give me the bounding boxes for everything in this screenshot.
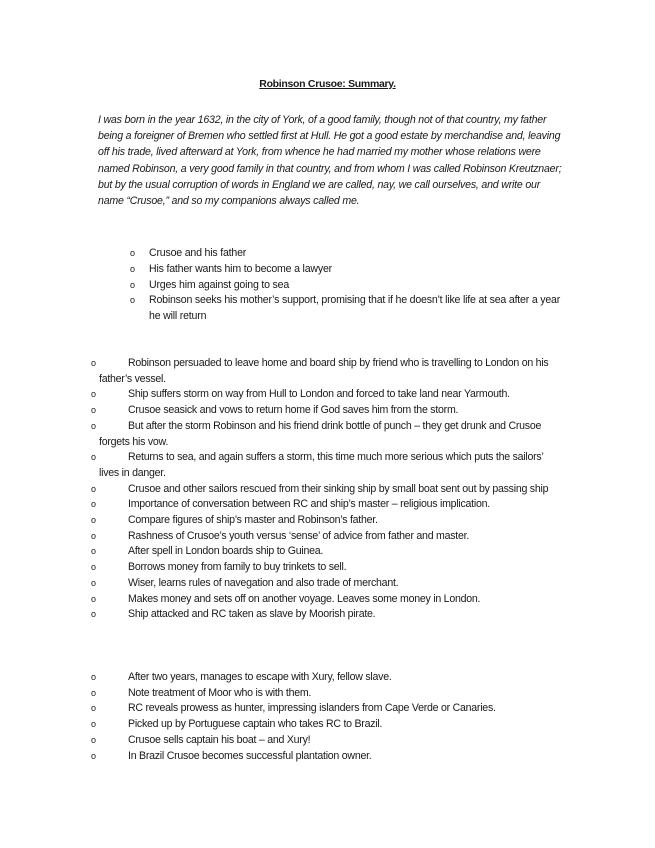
list-item-text: Crusoe and other sailors rescued from their sinking ship by small boat sent out by passing ship <box>128 482 549 495</box>
list-item-text: Importance of conversation between RC and ship’s master – religious implication. <box>128 498 490 511</box>
list-item-text: Ship suffers storm on way from Hull to London and forced to take land near Yarmouth. <box>128 388 510 401</box>
list-item-text: Crusoe sells captain his boat – and Xury! <box>128 733 311 746</box>
sub-list-item <box>130 246 570 262</box>
list-item <box>91 482 561 498</box>
bullet-circle-icon: o <box>91 420 96 431</box>
bullet-circle-icon: o <box>91 593 96 604</box>
page-title: Robinson Crusoe: Summary. <box>259 78 396 90</box>
list-item-text: Compare figures of ship’s master and Robinson’s father. <box>128 514 378 527</box>
list-item-text: Urges him against going to sea <box>149 278 290 291</box>
list-item-text: Note treatment of Moor who is with them. <box>128 686 312 699</box>
sub-bullet-list <box>130 246 570 325</box>
list-item <box>91 544 561 560</box>
list-item <box>91 686 561 702</box>
bullet-circle-icon: o <box>91 515 96 526</box>
list-item <box>91 403 561 419</box>
bullet-circle-icon: o <box>91 609 96 620</box>
list-item <box>91 733 561 749</box>
list-item-text: Returns to sea, and again suffers a storm, this time much more serious which puts the sailors’ lives in danger. <box>99 451 544 479</box>
sub-list-item <box>130 262 570 278</box>
list-item-text: Wiser, learns rules of navegation and also trade of merchant. <box>128 576 399 589</box>
list-item-text: Rashness of Crusoe’s youth versus ‘sense’ of advice from father and master. <box>128 529 470 542</box>
list-item <box>91 701 561 717</box>
list-item-text: Picked up by Portuguese captain who takes RC to Brazil. <box>128 718 383 731</box>
list-item <box>91 576 561 592</box>
list-item-text: Ship attacked and RC taken as slave by Moorish pirate. <box>128 608 376 621</box>
bullet-circle-icon: o <box>91 483 96 494</box>
list-item <box>91 607 561 623</box>
list-item <box>91 513 561 529</box>
list-item-text: Borrows money from family to buy trinkets to sell. <box>128 561 347 574</box>
list-item <box>91 749 561 765</box>
list-item-text: Makes money and sets off on another voyage. Leaves some money in London. <box>128 592 481 605</box>
bullet-circle-icon: o <box>130 263 135 274</box>
bullet-circle-icon: o <box>91 452 96 463</box>
list-item-text: RC reveals prowess as hunter, impressing islanders from Cape Verde or Canaries. <box>128 702 496 715</box>
bullet-circle-icon: o <box>91 719 96 730</box>
list-item <box>91 419 561 450</box>
list-item <box>91 497 561 513</box>
list-item <box>91 717 561 733</box>
bullet-circle-icon: o <box>91 672 96 682</box>
bullet-circle-icon: o <box>130 248 135 258</box>
list-item-text: But after the storm Robinson and his friend drink bottle of punch – they get drunk and Crusoe forgets his vow. <box>99 419 542 448</box>
bullet-circle-icon: o <box>91 358 96 368</box>
bullet-circle-icon: o <box>91 734 96 745</box>
bullet-circle-icon: o <box>91 405 96 416</box>
list-item-text: Crusoe seasick and vows to return home if God saves him from the storm. <box>128 404 459 417</box>
list-item-text: Crusoe and his father <box>149 247 247 259</box>
intro-quote: I was born in the year 1632, in the city of York, of a good family, though not of that country, my father being a foreigner of Bremen who settled first at Hull. He got a good estate by merchandise and, leaving off his trade, lived afterward at York, from whence he had married my mother whose relations were named Robinson, a very good family in that country, and from whom I was called Robinson Kreutznaer; but by the usual corruption of words in England we are called, nay, we call ourselves, and write our name “Crusoe,” and so my companions always called me. <box>98 114 562 208</box>
list-item-text: After spell in London boards ship to Guinea. <box>128 545 324 558</box>
bullet-circle-icon: o <box>91 687 96 698</box>
bullet-circle-icon: o <box>91 530 96 541</box>
bullet-circle-icon: o <box>91 546 96 557</box>
list-item-text: His father wants him to become a lawyer <box>149 262 332 275</box>
list-item <box>91 560 561 576</box>
bullet-circle-icon: o <box>91 703 96 714</box>
list-item <box>91 450 561 481</box>
sub-list-item <box>130 293 570 325</box>
list-item-text: After two years, manages to escape with Xury, fellow slave. <box>128 671 392 683</box>
list-item <box>91 529 561 545</box>
bullet-circle-icon: o <box>91 499 96 510</box>
bullet-circle-icon: o <box>91 750 96 761</box>
bullet-circle-icon: o <box>130 279 135 290</box>
bullet-circle-icon: o <box>91 389 96 400</box>
bullet-circle-icon: o <box>91 562 96 573</box>
list-item-text: In Brazil Crusoe becomes successful plantation owner. <box>128 749 372 762</box>
list-item <box>91 670 561 686</box>
list-item <box>91 592 561 608</box>
bullet-circle-icon: o <box>91 577 96 588</box>
list-item <box>91 387 561 403</box>
sub-list-item <box>130 278 570 294</box>
list-item <box>91 356 561 387</box>
bullet-circle-icon: o <box>130 295 135 306</box>
list-item-text: Robinson seeks his mother’s support, promising that if he doesn’t like life at sea after a year he will return <box>149 294 561 323</box>
list-item-text: Robinson persuaded to leave home and board ship by friend who is travelling to London on his father’s vessel. <box>99 357 549 385</box>
main-bullet-list-2 <box>91 670 561 764</box>
main-bullet-list-1 <box>91 356 561 623</box>
